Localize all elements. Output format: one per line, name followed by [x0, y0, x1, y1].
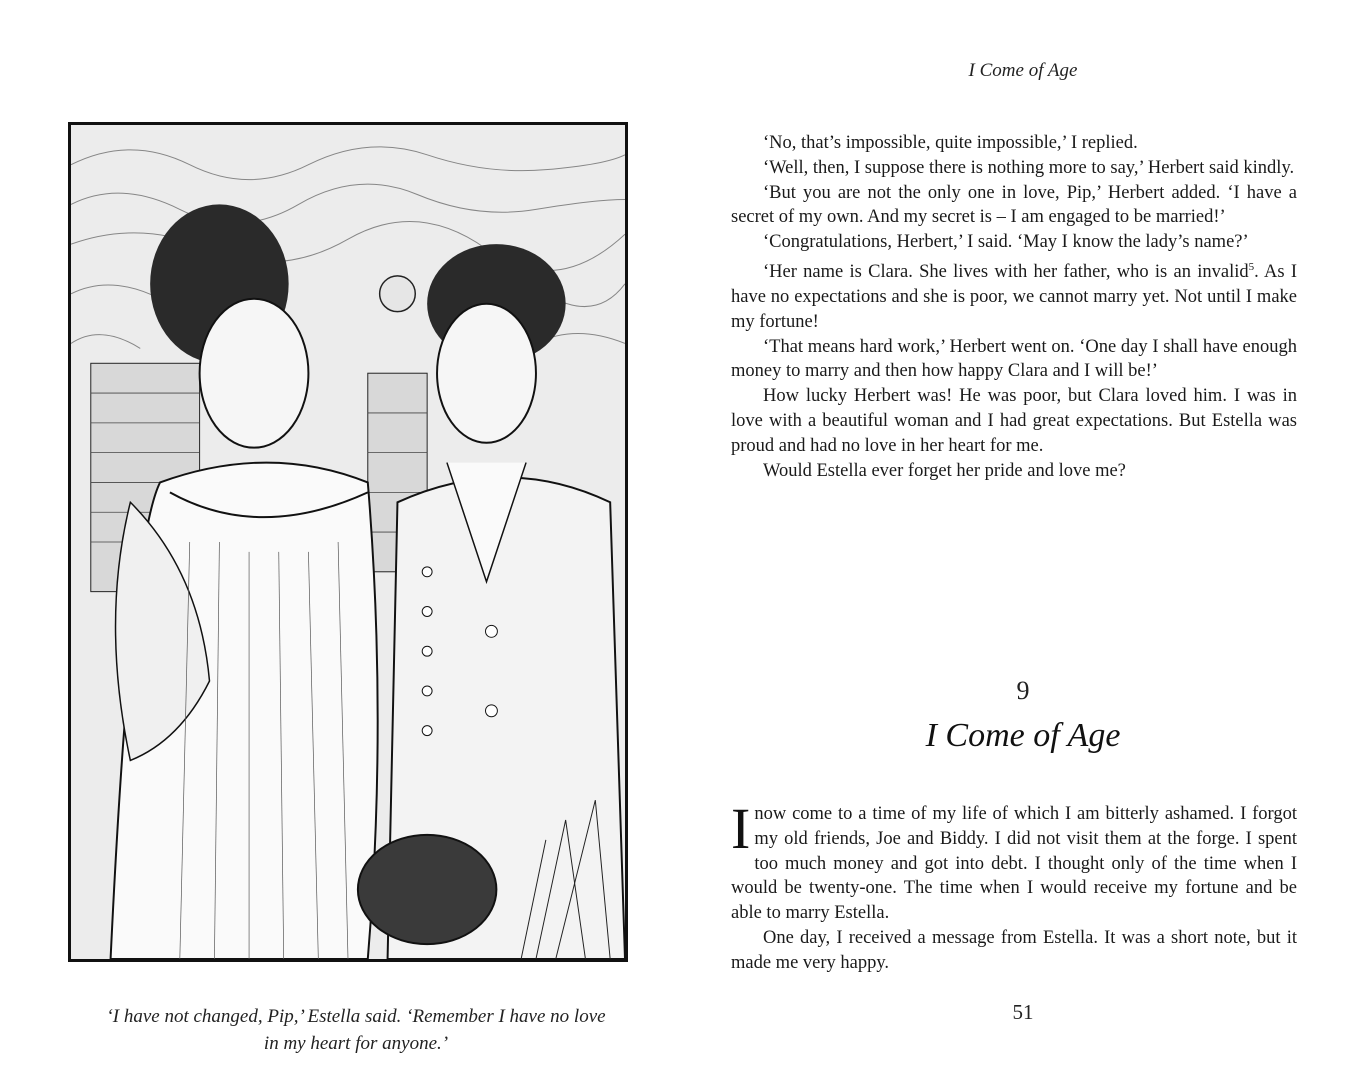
- chapter-title: I Come of Age: [925, 717, 1121, 754]
- paragraph: ‘That means hard work,’ Herbert went on. ‘One day I shall have enough money to marry and then how happy Clara and I will be!’: [731, 336, 1297, 382]
- page-number: 51: [1012, 1000, 1034, 1024]
- chapter-first-paragraph: [731, 796, 1297, 926]
- chapter-number: 9: [1016, 676, 1030, 705]
- paragraph: ‘Congratulations, Herbert,’ I said. ‘May I know the lady’s name?’: [763, 232, 1249, 253]
- paragraph: ‘No, that’s impossible, quite impossible,’ I replied.: [763, 133, 1138, 153]
- illustration-caption: [60, 1003, 652, 1057]
- paragraph: How lucky Herbert was! He was poor, but Clara loved him. I was in love with a beautiful woman and I had great expectations. But Estella was proud and had no love in her heart for me.: [731, 386, 1297, 456]
- paragraph-text: now come to a time of my life of which I am bitterly ashamed. I forgot my old friends, Joe and Biddy. I did not visit them at the forge. I spent too much money and got into debt. I thought only of the time when I would be twenty-one. The time when I would receive my fortune and be able to marry Estella.: [731, 804, 1297, 924]
- illustration-drawing: [71, 125, 625, 959]
- caption-line-1: ‘I have not changed, Pip,’ Estella said. ‘Remember I have no love: [106, 1006, 606, 1027]
- paragraph: ‘But you are not the only one in love, Pip,’ Herbert added. ‘I have a secret of my own. And my secret is – I am engaged to be married!’: [731, 182, 1297, 228]
- paragraph: ‘Well, then, I suppose there is nothing more to say,’ Herbert said kindly.: [763, 157, 1295, 178]
- paragraph: Would Estella ever forget her pride and love me?: [763, 460, 1126, 481]
- paragraph: One day, I received a message from Estella. It was a short note, but it made me very happy.: [731, 927, 1297, 973]
- chapter-text: [731, 796, 1297, 976]
- paragraph-clara: [731, 255, 1297, 335]
- right-page: [682, 0, 1364, 1080]
- paragraph-text: . As I have no expectations and she is poor, we cannot marry yet. Not until I make my fortune!: [731, 262, 1297, 332]
- footnote-marker: 5: [1248, 260, 1255, 273]
- caption-line-2: in my heart for anyone.’: [263, 1033, 449, 1054]
- running-head: I Come of Age: [968, 60, 1078, 81]
- drop-cap: I: [731, 796, 751, 861]
- illustration-estella-and-pip: [68, 122, 628, 962]
- paragraph-text: ‘Her name is Clara. She lives with her father, who is an invalid: [763, 262, 1249, 283]
- body-text: [731, 131, 1297, 483]
